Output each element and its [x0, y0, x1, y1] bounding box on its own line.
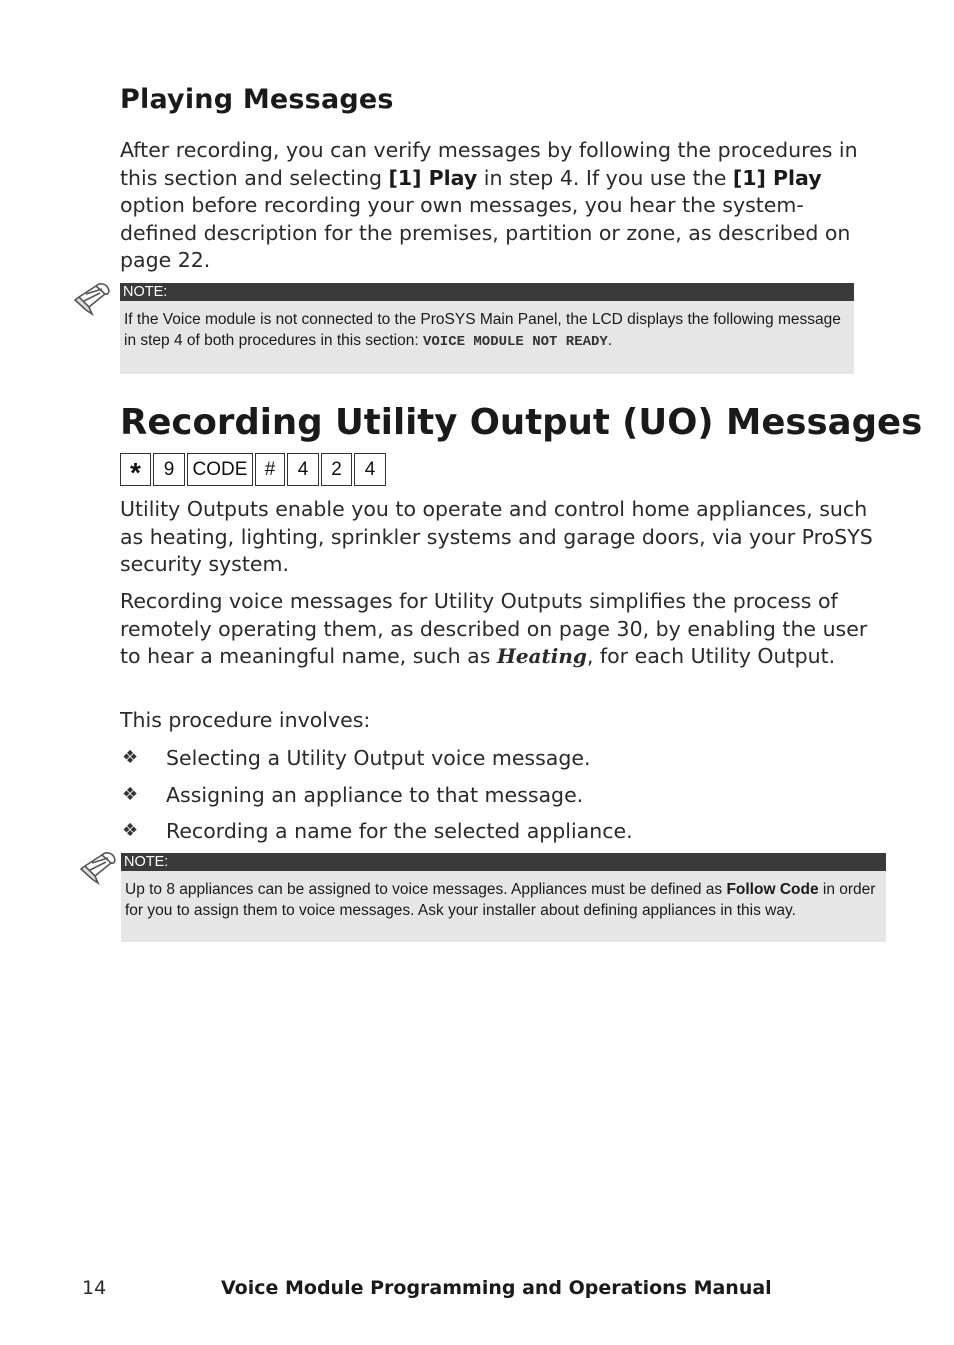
key-star: *	[120, 453, 151, 486]
key-2: 2	[321, 453, 352, 486]
keypad-sequence	[120, 453, 388, 486]
recording-voice-paragraph: Recording voice messages for Utility Outputs simplifies the process of remotely operating them, as described on page 30, by enabling the user to hear a meaningful name, such as Heating, for each Utility Output.	[120, 589, 868, 668]
manual-title: Voice Module Programming and Operations Manual	[221, 1277, 772, 1299]
page-number: 14	[82, 1277, 107, 1299]
note-label: NOTE:	[120, 283, 854, 301]
play-option-bold: [1] Play	[732, 165, 822, 190]
key-code: CODE	[187, 453, 253, 486]
section-heading-playing-messages: Playing Messages	[120, 84, 394, 115]
note-pen-icon	[72, 280, 114, 318]
lcd-message-code: VOICE MODULE NOT READY	[422, 334, 608, 350]
note-pen-icon	[78, 849, 120, 887]
heating-example: Heating	[496, 644, 587, 668]
note-label: NOTE:	[121, 853, 886, 871]
key-hash: #	[255, 453, 285, 486]
key-9: 9	[153, 453, 185, 486]
playing-messages-paragraph: After recording, you can verify messages by following the procedures in this section and selecting [1] Play in step 4. If you use the [1] Play option before recording your own messages, you hear the system-defined description for the premises, partition or zone, as described on page 22.	[120, 138, 858, 272]
note-text: Up to 8 appliances can be assigned to voice messages. Appliances must be defined as Follow Code in order for you to assign them to voice messages. Ask your installer about defining appliances in this way.	[121, 871, 886, 942]
utility-outputs-paragraph: Utility Outputs enable you to operate and control home appliances, such as heating, lighting, sprinkler systems and garage doors, via your ProSYS security system.	[120, 497, 873, 576]
diamond-bullet-icon: ❖	[122, 820, 139, 841]
key-4: 4	[354, 453, 386, 486]
procedure-intro: This procedure involves:	[120, 708, 371, 732]
note-text: If the Voice module is not connected to the ProSYS Main Panel, the LCD displays the following message in step 4 of both procedures in this section: VOICE MODULE NOT READY.	[120, 301, 854, 374]
play-option-bold: [1] Play	[388, 165, 478, 190]
diamond-bullet-icon: ❖	[122, 747, 139, 768]
note-box-1	[120, 283, 854, 374]
note-box-2	[121, 853, 886, 942]
key-4: 4	[287, 453, 319, 486]
diamond-bullet-icon: ❖	[122, 783, 139, 805]
follow-code-bold: Follow Code	[726, 881, 819, 898]
section-heading-recording-uo: Recording Utility Output (UO) Messages	[120, 402, 923, 443]
